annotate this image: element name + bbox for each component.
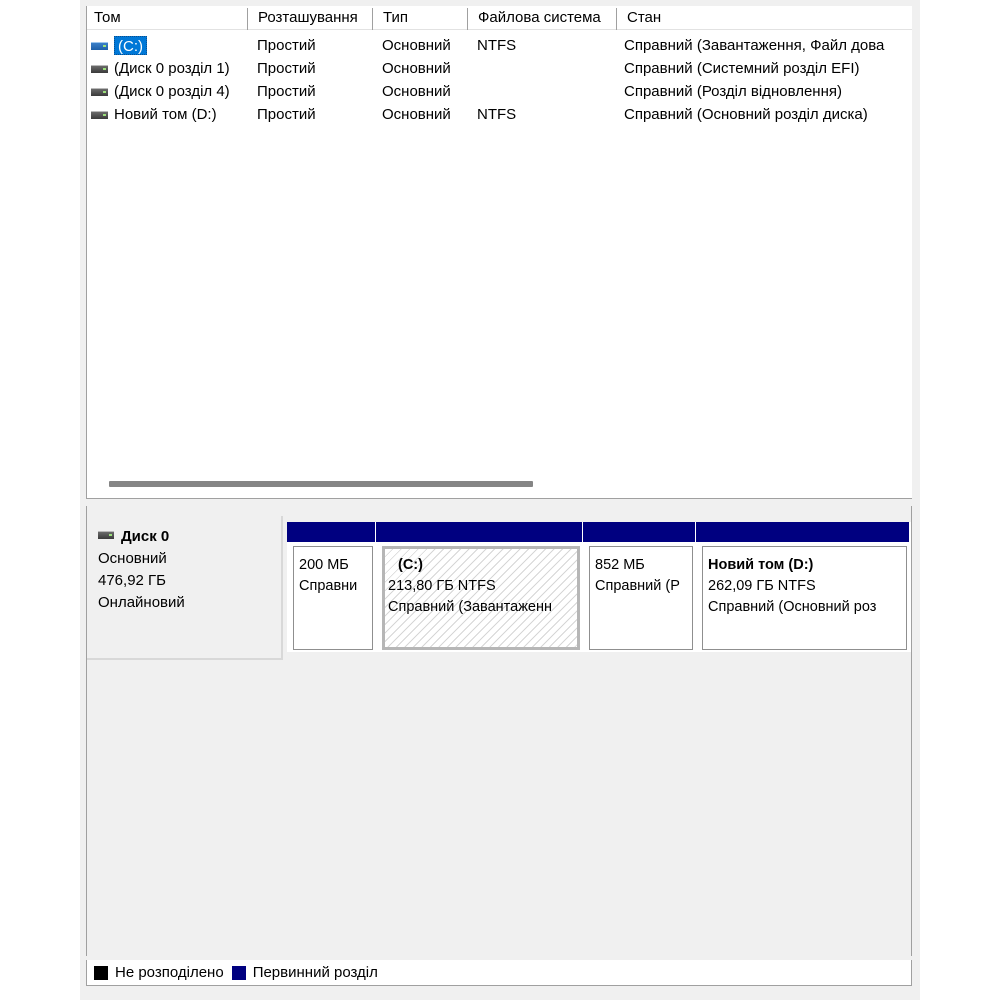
partition-size: 262,09 ГБ NTFS <box>708 578 816 594</box>
column-header-volume[interactable]: Том <box>94 9 121 26</box>
partition-size: 852 МБ <box>595 557 645 573</box>
drive-icon <box>91 111 108 119</box>
table-row[interactable] <box>87 34 912 57</box>
disk-management-window <box>80 0 920 1000</box>
table-row[interactable] <box>87 80 912 103</box>
filesystem-cell <box>477 57 617 80</box>
partition-type-bar <box>287 522 375 542</box>
legend-swatch-black <box>94 966 108 980</box>
partition-box <box>589 546 693 650</box>
volume-cell[interactable] <box>91 103 249 126</box>
partition-c[interactable] <box>376 522 582 652</box>
drive-icon <box>91 88 108 96</box>
drive-icon <box>91 65 108 73</box>
disk-state: Онлайновий <box>98 594 185 611</box>
partition-recovery[interactable] <box>583 522 695 652</box>
filesystem-cell: NTFS <box>477 106 517 123</box>
volume-cell[interactable] <box>91 57 249 80</box>
partition-name: (C:) <box>398 557 423 573</box>
filesystem-cell: NTFS <box>477 37 517 54</box>
disk-title <box>98 526 281 548</box>
horizontal-scrollbar-thumb[interactable] <box>109 481 533 487</box>
volume-name: (C:) <box>114 36 147 55</box>
partition-box <box>293 546 373 650</box>
column-separator[interactable] <box>372 8 373 30</box>
partition-name: Новий том (D:) <box>708 557 814 573</box>
volume-list[interactable] <box>86 6 912 499</box>
legend-label: Не розподілено <box>115 964 224 981</box>
column-header-layout[interactable]: Розташування <box>258 9 358 26</box>
column-header-filesystem[interactable]: Файлова система <box>478 9 601 26</box>
volume-name: Новий том (D:) <box>114 106 217 123</box>
column-header-status[interactable]: Стан <box>627 9 662 26</box>
legend-swatch-navy <box>232 966 246 980</box>
volume-cell[interactable] <box>91 34 249 57</box>
partition-d[interactable] <box>696 522 909 652</box>
column-separator[interactable] <box>247 8 248 30</box>
legend-bar <box>86 960 912 986</box>
legend-item-unallocated <box>94 964 224 981</box>
partition-type-bar <box>376 522 582 542</box>
disk-size: 476,92 ГБ <box>98 572 167 589</box>
partition-strip <box>287 522 911 652</box>
type-cell: Основний <box>382 37 451 54</box>
disk-icon <box>98 531 114 539</box>
volume-name: (Диск 0 розділ 1) <box>114 60 230 77</box>
status-cell: Справний (Розділ відновлення) <box>624 83 842 100</box>
type-cell: Основний <box>382 83 451 100</box>
volume-name: (Диск 0 розділ 4) <box>114 83 230 100</box>
list-header <box>87 6 912 30</box>
column-header-type[interactable]: Тип <box>383 9 409 26</box>
disk-type: Основний <box>98 550 167 567</box>
status-cell: Справний (Системний розділ EFI) <box>624 60 860 77</box>
layout-cell: Простий <box>257 106 316 123</box>
layout-cell: Простий <box>257 60 316 77</box>
partition-box-selected <box>382 546 580 650</box>
column-separator[interactable] <box>616 8 617 30</box>
partition-status: Справний (Основний роз <box>708 599 877 615</box>
table-row[interactable] <box>87 57 912 80</box>
partition-box <box>702 546 907 650</box>
partition-status: Справний (Завантаженн <box>388 599 552 615</box>
partition-size: 200 МБ <box>299 557 349 573</box>
type-cell: Основний <box>382 60 451 77</box>
drive-icon <box>91 42 108 50</box>
partition-size: 213,80 ГБ NTFS <box>388 578 496 594</box>
table-row[interactable] <box>87 103 912 126</box>
type-cell: Основний <box>382 106 451 123</box>
legend-item-primary <box>232 964 378 981</box>
column-separator[interactable] <box>467 8 468 30</box>
legend-label: Первинний розділ <box>252 964 378 981</box>
status-cell: Справний (Основний розділ диска) <box>624 106 868 123</box>
filesystem-cell <box>477 80 617 103</box>
disk-info-panel[interactable] <box>87 516 283 660</box>
layout-cell: Простий <box>257 83 316 100</box>
layout-cell: Простий <box>257 37 316 54</box>
partition-type-bar <box>696 522 909 542</box>
partition-type-bar <box>583 522 695 542</box>
disk-graphical-view <box>86 506 912 956</box>
status-cell: Справний (Завантаження, Файл дова <box>624 37 885 54</box>
disk-name: Диск 0 <box>121 528 170 545</box>
partition-efi[interactable] <box>287 522 375 652</box>
partition-status: Справний (Р <box>595 578 680 594</box>
volume-cell[interactable] <box>91 80 249 103</box>
partition-status: Справни <box>299 578 358 594</box>
